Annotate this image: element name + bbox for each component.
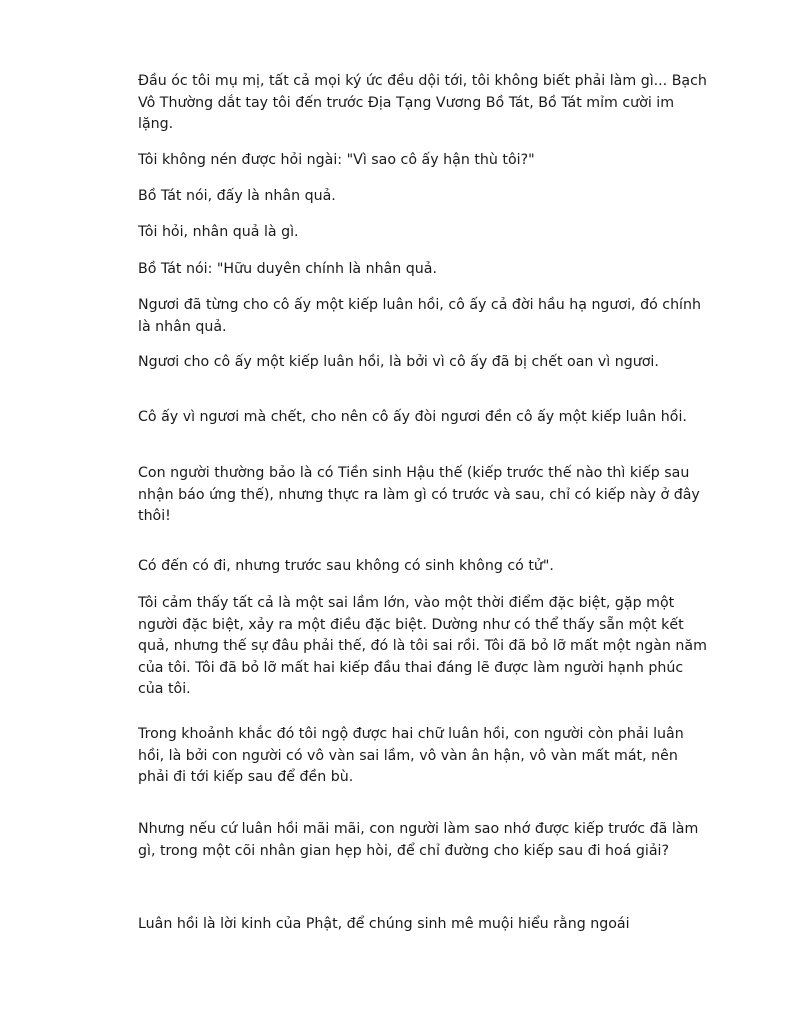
paragraph-4: Tôi hỏi, nhân quả là gì. (138, 224, 299, 240)
paragraph-13: Nhưng nếu cứ luân hồi mãi mãi, con người làm sao nhớ được kiếp trước đã làm gì, trong một cõi nhân gian hẹp hòi, để chỉ đường cho kiếp sau đi hoá giải? (138, 821, 699, 859)
paragraph-10: Có đến có đi, nhưng trước sau không có sinh không có tử". (138, 558, 554, 574)
paragraph-8: Cô ấy vì ngươi mà chết, cho nên cô ấy đòi ngươi đền cô ấy một kiếp luân hồi. (138, 409, 687, 425)
paragraph-1: Đầu óc tôi mụ mị, tất cả mọi ký ức đều dội tới, tôi không biết phải làm gì... Bạch Vô Thường dắt tay tôi đến trước Địa Tạng Vương Bồ Tát, Bồ Tát mỉm cười im lặng. (138, 73, 707, 132)
paragraph-11: Tôi cảm thấy tất cả là một sai lầm lớn, vào một thời điểm đặc biệt, gặp một người đặc biệt, xảy ra một điều đặc biệt. Dường như có thể thấy sẵn một kết quả, nhưng thế sự đâu phải thế, đó là tôi sai rồi. Tôi đã bỏ lỡ mất một ngàn năm của tôi. Tôi đã bỏ lỡ mất hai kiếp đầu thai đáng lẽ được làm người hạnh phúc của tôi. (138, 595, 707, 697)
paragraph-2: Tôi không nén được hỏi ngài: "Vì sao cô ấy hận thù tôi?" (138, 152, 535, 168)
paragraph-6: Ngươi đã từng cho cô ấy một kiếp luân hồi, cô ấy cả đời hầu hạ ngươi, đó chính là nhân quả. (138, 297, 701, 335)
paragraph-7: Ngươi cho cô ấy một kiếp luân hồi, là bởi vì cô ấy đã bị chết oan vì ngươi. (138, 354, 659, 370)
paragraph-9: Con người thường bảo là có Tiền sinh Hậu thế (kiếp trước thế nào thì kiếp sau nhận báo ứng thế), nhưng thực ra làm gì có trước và sau, chỉ có kiếp này ở đây thôi! (138, 465, 700, 524)
paragraph-12: Trong khoảnh khắc đó tôi ngộ được hai chữ luân hồi, con người còn phải luân hồi, là bởi con người có vô vàn sai lầm, vô vàn ân hận, vô vàn mất mát, nên phải đi tới kiếp sau để đền bù. (138, 726, 684, 785)
paragraph-5: Bồ Tát nói: "Hữu duyên chính là nhân quả. (138, 261, 437, 277)
paragraph-14: Luân hồi là lời kinh của Phật, để chúng sinh mê muội hiểu rằng ngoái (138, 916, 630, 932)
paragraph-3: Bồ Tát nói, đấy là nhân quả. (138, 188, 336, 204)
